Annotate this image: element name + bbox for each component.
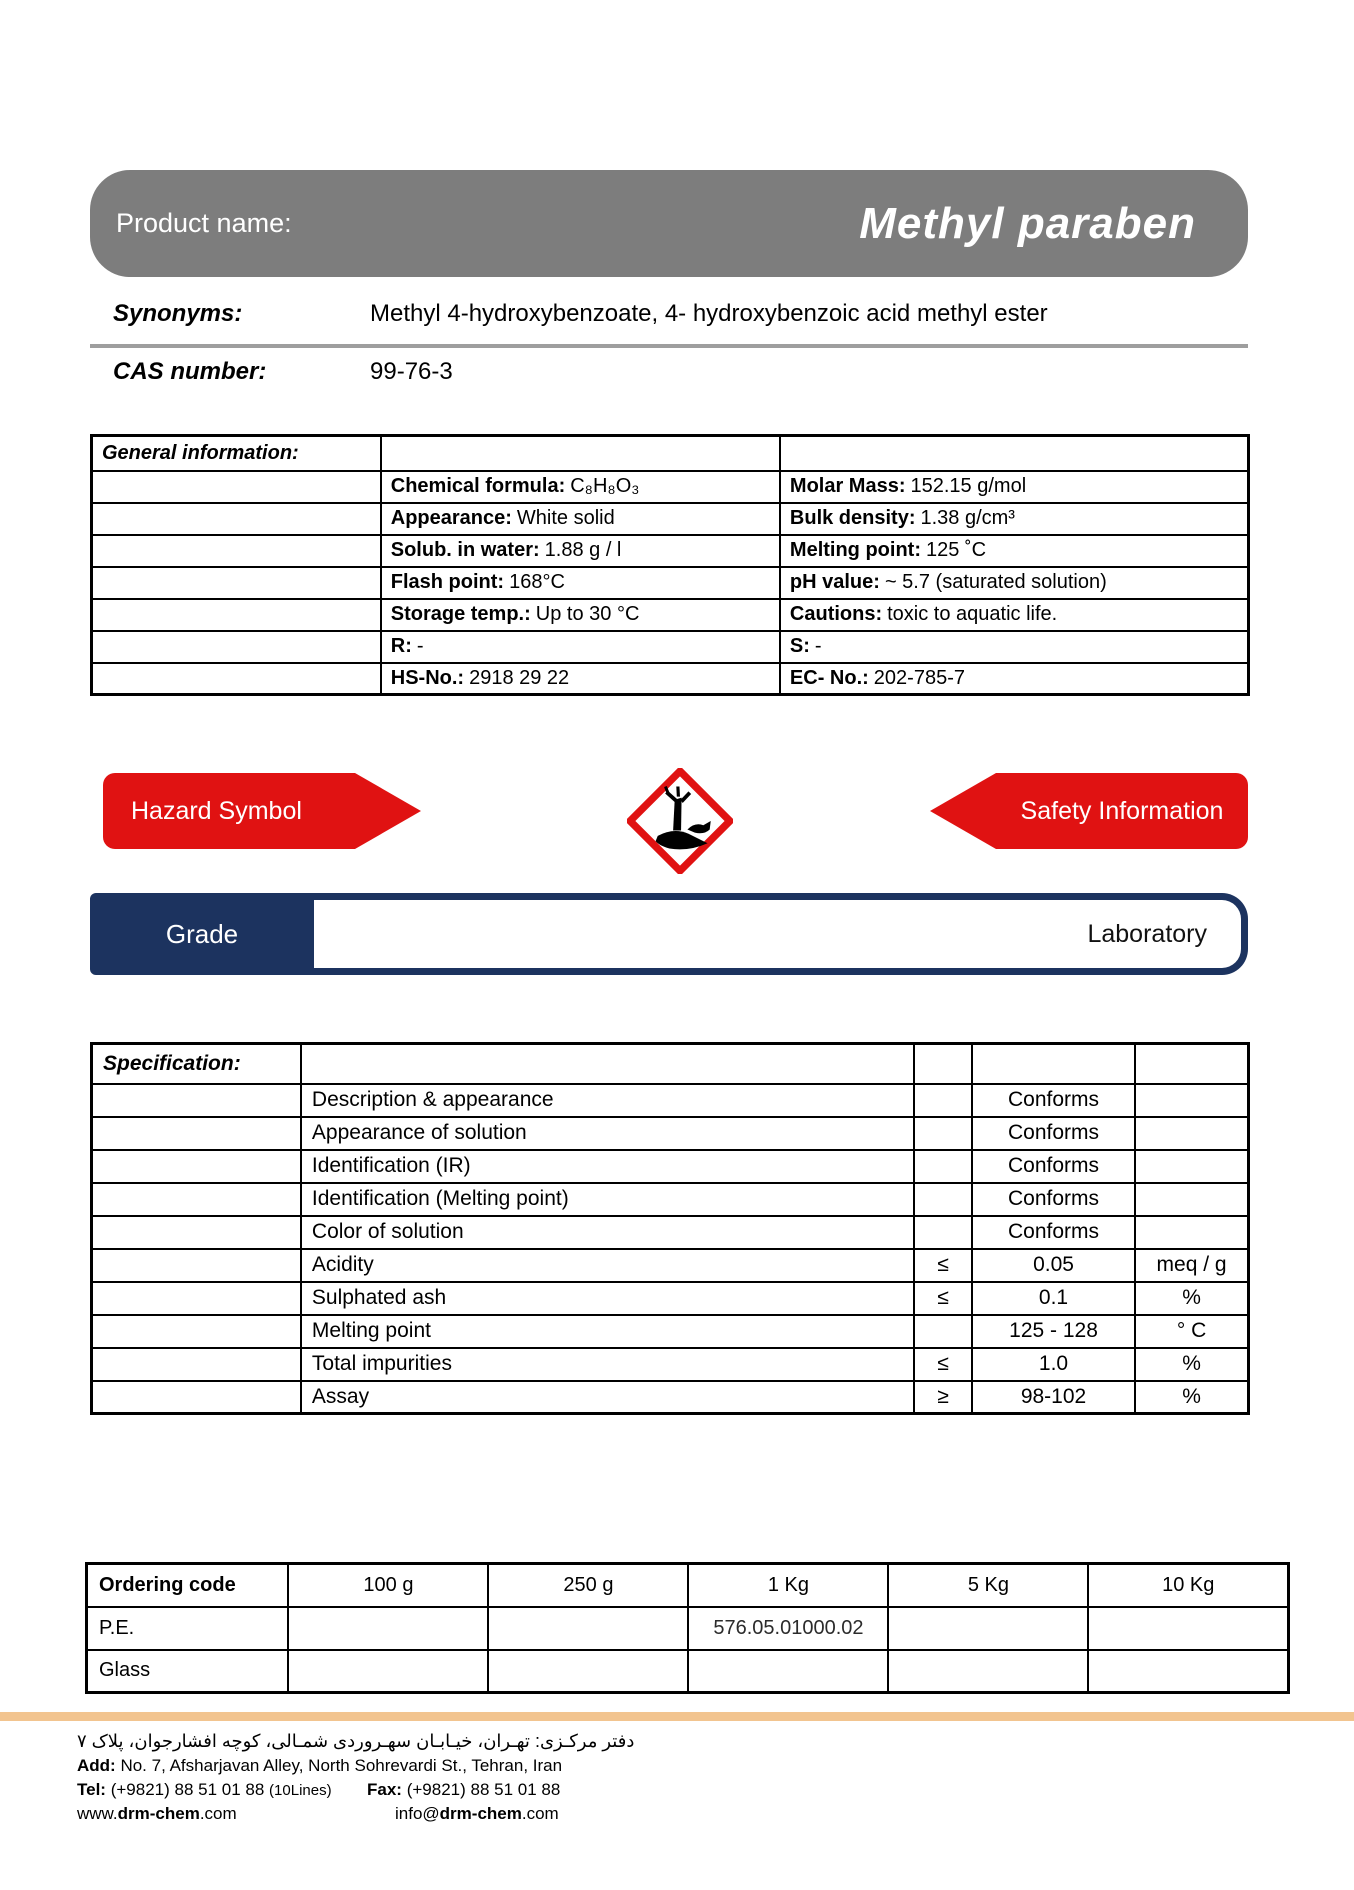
spec-relation — [914, 1084, 972, 1117]
specification-section — [90, 1042, 1250, 1415]
table-header-row — [92, 436, 1249, 471]
spec-parameter: Identification (IR) — [301, 1150, 914, 1183]
spec-parameter: Total impurities — [301, 1348, 914, 1381]
fax-label: Fax: — [367, 1780, 402, 1799]
spec-value: Conforms — [972, 1150, 1135, 1183]
general-info-title: General information: — [92, 436, 381, 471]
cas-row — [113, 358, 1248, 386]
cas-value: 99-76-3 — [370, 358, 453, 385]
table-header-row — [87, 1564, 1289, 1607]
spec-parameter: Melting point — [301, 1315, 914, 1348]
empty-cell — [780, 436, 1249, 471]
table-row — [92, 535, 1249, 567]
spec-parameter: Assay — [301, 1381, 914, 1414]
safety-information-banner — [930, 773, 1248, 849]
empty-cell — [92, 1216, 301, 1249]
table-row — [92, 1183, 1249, 1216]
gi-cell — [780, 535, 1249, 567]
cas-label: CAS number: — [113, 358, 267, 385]
empty-cell — [92, 567, 381, 599]
tel-lines: (10Lines) — [269, 1782, 332, 1799]
spec-parameter: Identification (Melting point) — [301, 1183, 914, 1216]
grade-value-area — [314, 900, 1241, 968]
spec-value: 98-102 — [972, 1381, 1135, 1414]
spec-value: Conforms — [972, 1216, 1135, 1249]
spec-parameter: Acidity — [301, 1249, 914, 1282]
field-label: Chemical formula: — [390, 475, 566, 497]
empty-cell — [92, 1117, 301, 1150]
size-header: 10 Kg — [1088, 1564, 1288, 1607]
field-label: Bulk density: — [789, 507, 916, 529]
gi-cell — [780, 503, 1249, 535]
order-code-cell: 576.05.01000.02 — [688, 1607, 888, 1650]
field-label: Storage temp.: — [390, 603, 531, 625]
gi-cell — [381, 503, 780, 535]
product-name-label: Product name: — [116, 208, 292, 238]
empty-cell — [92, 1249, 301, 1282]
banner-text: Safety Information — [1020, 796, 1224, 825]
ghs-environment-hazard-icon — [627, 768, 733, 874]
table-row — [92, 567, 1249, 599]
field-value: 202-785-7 — [873, 666, 965, 689]
gi-cell — [381, 663, 780, 695]
field-value: Up to 30 °C — [535, 603, 640, 625]
field-value: ~ 5.7 (saturated solution) — [884, 571, 1107, 593]
email-domain: drm-chem — [439, 1804, 522, 1823]
order-cell — [488, 1607, 688, 1650]
order-cell — [888, 1650, 1088, 1693]
field-value: C₈H₈O₃ — [570, 475, 640, 497]
empty-cell — [92, 1084, 301, 1117]
field-label: pH value: — [789, 571, 880, 593]
spec-unit: % — [1135, 1381, 1248, 1414]
arrow-left-tip-icon — [930, 773, 996, 849]
email-prefix: info@ — [395, 1804, 440, 1823]
spec-value: 0.1 — [972, 1282, 1135, 1315]
email-suffix: .com — [521, 1804, 559, 1823]
order-cell — [288, 1607, 488, 1650]
gi-cell — [780, 663, 1249, 695]
spec-parameter: Appearance of solution — [301, 1117, 914, 1150]
empty-cell — [92, 1381, 301, 1414]
spec-unit: % — [1135, 1348, 1248, 1381]
footer-address-farsi: دفتر مرکـزی: تهـران، خیـابـان سهـروردی شمـالی، کوچه افشارجوان، پلاک ۷ — [77, 1731, 635, 1751]
gi-cell — [381, 535, 780, 567]
empty-cell — [972, 1044, 1135, 1084]
field-value: - — [814, 635, 822, 657]
field-value: 168°C — [509, 571, 565, 593]
empty-cell — [92, 1348, 301, 1381]
gi-cell — [381, 631, 780, 663]
table-row — [92, 1348, 1249, 1381]
field-value: - — [416, 635, 424, 657]
spec-unit: % — [1135, 1282, 1248, 1315]
synonyms-value: Methyl 4-hydroxybenzoate, 4- hydroxybenzoic acid methyl ester — [370, 300, 1048, 327]
field-value: 1.88 g / l — [544, 539, 622, 561]
spec-relation: ≤ — [914, 1282, 972, 1315]
product-title: Methyl paraben — [859, 198, 1196, 248]
empty-cell — [914, 1044, 972, 1084]
gi-cell — [780, 599, 1249, 631]
table-row — [92, 1216, 1249, 1249]
ordering-code-header: Ordering code — [87, 1564, 289, 1607]
field-label: Appearance: — [390, 507, 512, 529]
table-row — [92, 1249, 1249, 1282]
address-value: No. 7, Afsharjavan Alley, North Sohrevardi St., Tehran, Iran — [120, 1756, 563, 1775]
order-cell — [688, 1650, 888, 1693]
field-value: toxic to aquatic life. — [887, 603, 1058, 625]
empty-cell — [92, 471, 381, 503]
specification-title: Specification: — [92, 1044, 301, 1084]
order-cell — [488, 1650, 688, 1693]
web-suffix: .com — [199, 1804, 237, 1823]
field-label: Flash point: — [390, 571, 505, 593]
product-banner — [90, 170, 1248, 277]
table-row — [92, 663, 1249, 695]
gi-cell — [780, 567, 1249, 599]
table-header-row — [92, 1044, 1249, 1084]
spec-relation — [914, 1150, 972, 1183]
field-label: EC- No.: — [789, 666, 869, 689]
empty-cell — [301, 1044, 914, 1084]
gi-cell — [780, 471, 1249, 503]
table-row — [92, 1381, 1249, 1414]
empty-cell — [92, 503, 381, 535]
table-row — [87, 1650, 1289, 1693]
spec-relation: ≤ — [914, 1249, 972, 1282]
empty-cell — [92, 1150, 301, 1183]
size-header: 250 g — [488, 1564, 688, 1607]
gi-cell — [780, 631, 1249, 663]
empty-cell — [92, 1282, 301, 1315]
table-row — [92, 1150, 1249, 1183]
tel-value: (+9821) 88 51 01 88 — [110, 1780, 265, 1799]
table-row — [92, 1084, 1249, 1117]
spec-unit — [1135, 1150, 1248, 1183]
spec-unit — [1135, 1084, 1248, 1117]
spec-value: 1.0 — [972, 1348, 1135, 1381]
address-label: Add: — [77, 1756, 116, 1775]
order-cell — [888, 1607, 1088, 1650]
size-header: 1 Kg — [688, 1564, 888, 1607]
empty-cell — [92, 663, 381, 695]
spec-parameter: Color of solution — [301, 1216, 914, 1249]
spec-relation — [914, 1216, 972, 1249]
empty-cell — [1135, 1044, 1248, 1084]
table-row — [92, 503, 1249, 535]
size-header: 100 g — [288, 1564, 488, 1607]
spec-parameter: Description & appearance — [301, 1084, 914, 1117]
gi-cell — [381, 567, 780, 599]
spec-relation — [914, 1315, 972, 1348]
grade-bar — [90, 893, 1248, 975]
general-info-section — [90, 434, 1250, 696]
field-label: Solub. in water: — [390, 539, 540, 561]
spec-value: 125 - 128 — [972, 1315, 1135, 1348]
spec-relation — [914, 1117, 972, 1150]
empty-cell — [92, 535, 381, 567]
spec-relation — [914, 1183, 972, 1216]
safety-information-label — [996, 773, 1248, 849]
footer-web — [77, 1802, 777, 1826]
field-value: 152.15 g/mol — [910, 475, 1027, 497]
gi-cell — [381, 599, 780, 631]
spec-relation: ≥ — [914, 1381, 972, 1414]
spec-value: 0.05 — [972, 1249, 1135, 1282]
spec-unit — [1135, 1216, 1248, 1249]
field-label: Molar Mass: — [789, 475, 906, 497]
packaging-label: P.E. — [87, 1607, 289, 1650]
ordering-table — [85, 1562, 1290, 1694]
table-row — [87, 1607, 1289, 1650]
spec-unit — [1135, 1117, 1248, 1150]
packaging-label: Glass — [87, 1650, 289, 1693]
spec-value: Conforms — [972, 1084, 1135, 1117]
field-value: 2918 29 22 — [469, 666, 570, 689]
grade-label: Grade — [165, 918, 239, 949]
arrow-right-tip-icon — [355, 773, 421, 849]
order-cell — [1088, 1607, 1288, 1650]
fax-group — [367, 1778, 560, 1802]
divider-line — [90, 344, 1248, 348]
general-info-table — [90, 434, 1250, 696]
grade-value: Laboratory — [1087, 919, 1207, 948]
field-label: R: — [390, 635, 412, 657]
empty-cell — [92, 631, 381, 663]
order-cell — [1088, 1650, 1288, 1693]
banner-text: Hazard Symbol — [131, 796, 302, 825]
synonyms-row — [113, 300, 1248, 328]
footer-phone — [77, 1778, 777, 1802]
empty-cell — [92, 599, 381, 631]
table-row — [92, 631, 1249, 663]
table-row — [92, 1282, 1249, 1315]
field-label: HS-No.: — [390, 666, 465, 689]
footer-divider — [0, 1712, 1354, 1721]
gi-cell — [381, 471, 780, 503]
web-domain: drm-chem — [117, 1804, 200, 1823]
table-row — [92, 1117, 1249, 1150]
footer — [77, 1728, 777, 1826]
specification-table — [90, 1042, 1250, 1415]
synonyms-label: Synonyms: — [113, 300, 243, 327]
table-row — [92, 599, 1249, 631]
spec-parameter: Sulphated ash — [301, 1282, 914, 1315]
table-row — [92, 1315, 1249, 1348]
field-value: 1.38 g/cm³ — [920, 507, 1015, 529]
tel-label: Tel: — [77, 1780, 106, 1799]
ordering-section — [85, 1562, 1290, 1694]
spec-unit: meq / g — [1135, 1249, 1248, 1282]
empty-cell — [381, 436, 780, 471]
email-link[interactable] — [395, 1802, 559, 1826]
field-label: Cautions: — [789, 603, 883, 625]
web-prefix: www. — [77, 1804, 118, 1823]
empty-cell — [92, 1315, 301, 1348]
field-value: White solid — [516, 507, 615, 529]
fax-value: (+9821) 88 51 01 88 — [406, 1780, 561, 1799]
spec-unit — [1135, 1183, 1248, 1216]
table-row — [92, 471, 1249, 503]
spec-unit: ° C — [1135, 1315, 1248, 1348]
empty-cell — [92, 1183, 301, 1216]
field-label: Melting point: — [789, 539, 921, 561]
footer-address — [77, 1754, 777, 1778]
spec-relation: ≤ — [914, 1348, 972, 1381]
order-cell — [288, 1650, 488, 1693]
spec-value: Conforms — [972, 1183, 1135, 1216]
size-header: 5 Kg — [888, 1564, 1088, 1607]
hazard-symbol-banner — [103, 773, 421, 849]
website-link[interactable] — [77, 1804, 237, 1823]
field-value: 125 ˚C — [925, 539, 987, 561]
field-label: S: — [789, 635, 810, 657]
hazard-symbol-label — [103, 773, 355, 849]
spec-value: Conforms — [972, 1117, 1135, 1150]
